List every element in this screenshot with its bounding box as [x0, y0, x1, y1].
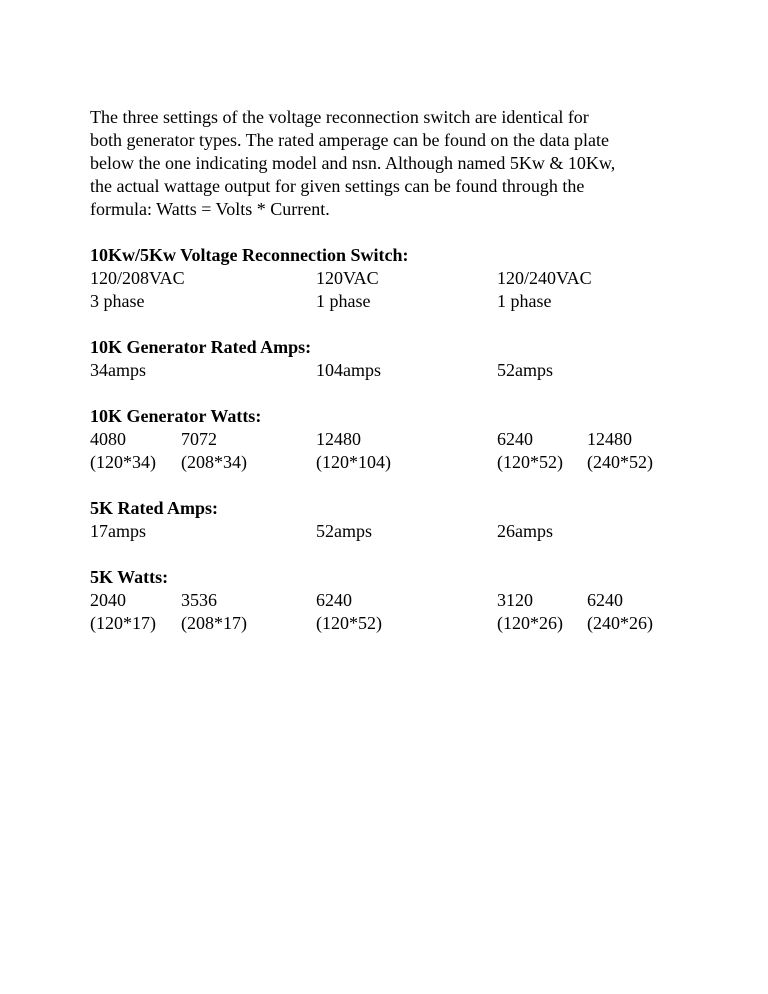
voltage-setting: 120/240VAC [497, 268, 592, 288]
rated-5k-section [90, 497, 710, 543]
watts-value: 3536 [181, 590, 217, 610]
rated-amps: 17amps [90, 521, 146, 541]
rated-amps: 34amps [90, 360, 146, 380]
watts-value: 3120 [497, 590, 533, 610]
intro-line: below the one indicating model and nsn. Although named 5Kw & 10Kw, [90, 153, 616, 173]
intro-line: formula: Watts = Volts * Current. [90, 199, 330, 219]
watts-value: 12480 [316, 429, 361, 449]
watts-10k-heading: 10K Generator Watts: [90, 406, 262, 426]
phase-setting: 1 phase [316, 291, 371, 311]
rated-amps: 52amps [316, 521, 372, 541]
phase-setting: 1 phase [497, 291, 552, 311]
intro-line: The three settings of the voltage reconnection switch are identical for [90, 107, 589, 127]
intro-line: both generator types. The rated amperage can be found on the data plate [90, 130, 609, 150]
watts-5k-values-row [90, 589, 710, 612]
voltage-setting: 120/208VAC [90, 268, 185, 288]
watts-value: 12480 [587, 429, 632, 449]
watts-5k-formula-row [90, 612, 710, 635]
rated-amps: 52amps [497, 360, 553, 380]
rated-10k-heading: 10K Generator Rated Amps: [90, 337, 312, 357]
rated-amps: 104amps [316, 360, 381, 380]
watts-value: 6240 [316, 590, 352, 610]
watts-5k-section [90, 566, 710, 635]
watts-10k-values-row [90, 428, 710, 451]
watts-value: 6240 [587, 590, 623, 610]
watts-10k-section [90, 405, 710, 474]
switch-phase-row [90, 290, 710, 313]
watts-formula: (208*17) [181, 613, 247, 633]
watts-formula: (240*52) [587, 452, 653, 472]
switch-voltage-row [90, 267, 710, 290]
watts-formula: (208*34) [181, 452, 247, 472]
watts-formula: (120*34) [90, 452, 156, 472]
watts-10k-formula-row [90, 451, 710, 474]
watts-value: 4080 [90, 429, 126, 449]
watts-formula: (120*104) [316, 452, 391, 472]
document-page [90, 106, 710, 635]
watts-5k-heading: 5K Watts: [90, 567, 169, 587]
intro-line: the actual wattage output for given settings can be found through the [90, 176, 585, 196]
rated-5k-row [90, 520, 710, 543]
watts-formula: (120*26) [497, 613, 563, 633]
switch-heading: 10Kw/5Kw Voltage Reconnection Switch: [90, 245, 409, 265]
watts-formula: (120*52) [316, 613, 382, 633]
rated-5k-heading: 5K Rated Amps: [90, 498, 219, 518]
watts-value: 2040 [90, 590, 126, 610]
intro-paragraph [90, 106, 710, 221]
voltage-setting: 120VAC [316, 268, 379, 288]
rated-amps: 26amps [497, 521, 553, 541]
watts-formula: (120*52) [497, 452, 563, 472]
rated-10k-row [90, 359, 710, 382]
watts-formula: (120*17) [90, 613, 156, 633]
watts-formula: (240*26) [587, 613, 653, 633]
switch-section [90, 244, 710, 313]
watts-value: 6240 [497, 429, 533, 449]
watts-value: 7072 [181, 429, 217, 449]
phase-setting: 3 phase [90, 291, 145, 311]
rated-10k-section [90, 336, 710, 382]
